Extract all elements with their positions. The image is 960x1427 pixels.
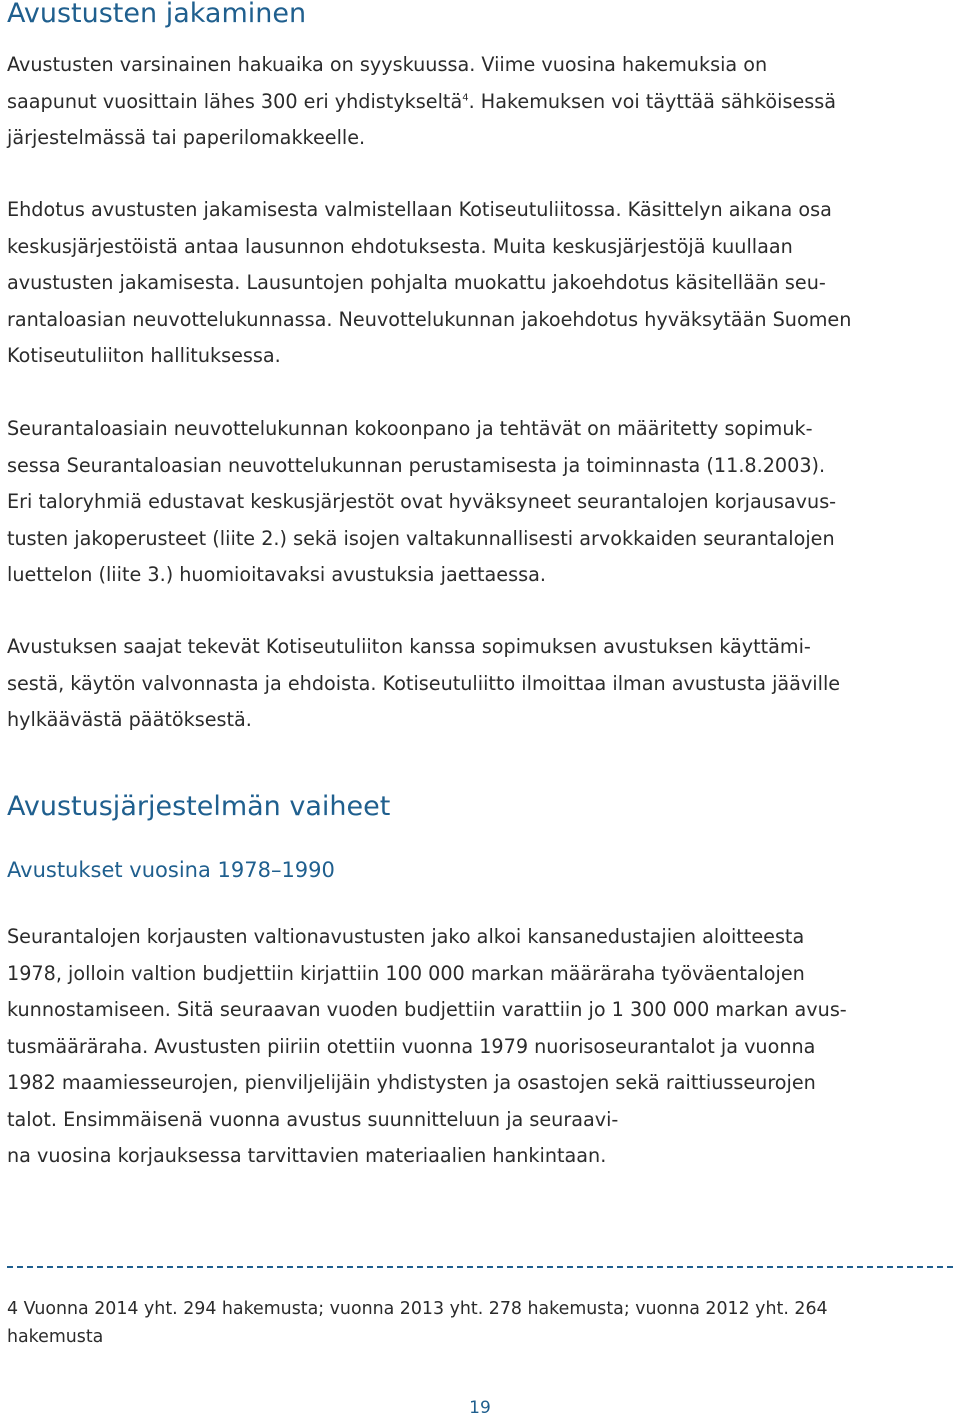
text-line: Kotiseutuliiton hallituksessa. [7, 344, 281, 367]
text-line: sestä, käytön valvonnasta ja ehdoista. Kotiseutuliitto ilmoittaa ilman avustusta jääville [7, 671, 841, 695]
text-line: talot. Ensimmäisenä vuonna avustus suunnitteluun ja seuraavi- [7, 1107, 619, 1131]
subheading-avustukset-1978-1990: Avustukset vuosina 1978–1990 [7, 858, 335, 882]
text-line [7, 84, 953, 121]
text-line: na vuosina korjauksessa tarvittavien materiaalien hankintaan. [7, 1144, 607, 1167]
footnote-divider [7, 1266, 953, 1268]
text-line: Seurantaloasiain neuvottelukunnan kokoonpano ja tehtävät on määritetty sopimuk- [7, 417, 813, 440]
text-line: Ehdotus avustusten jakamisesta valmistellaan Kotiseutuliitossa. Käsittelyn aikana osa [7, 198, 832, 221]
text-line: järjestelmässä tai paperilomakkeelle. [7, 126, 366, 149]
text-line: avustusten jakamisesta. Lausuntojen pohjalta muokattu jakoehdotus käsitellään seu- [7, 271, 826, 294]
text-fragment: saapunut vuosittain lähes 300 eri yhdistykseltä [7, 89, 463, 113]
text-line: Avustuksen saajat tekevät Kotiseutuliiton kanssa sopimuksen avustuksen käyttämi- [7, 635, 811, 658]
text-line: kunnostamiseen. Sitä seuraavan vuoden budjettiin varattiin jo 1 300 000 markan avus- [7, 998, 847, 1021]
paragraph-ehdotus [7, 192, 953, 375]
footnote-text: Vuonna 2014 yht. 294 hakemusta; vuonna 2013 yht. 278 hakemusta; vuonna 2012 yht. 264 [23, 1299, 828, 1319]
text-line: Eri taloryhmiä edustavat keskusjärjestöt ovat hyväksyneet seurantalojen korjausavus- [7, 490, 837, 513]
paragraph-hakuaika [7, 47, 953, 157]
text-line: tusmääräraha. Avustusten piiriin otettiin vuonna 1979 nuorisoseurantalot ja vuonna [7, 1034, 816, 1058]
footnote-number: 4 [7, 1299, 19, 1319]
text-line: 1978, jolloin valtion budjettiin kirjattiin 100 000 markan määräraha työväentalojen [7, 961, 805, 985]
footnote [7, 1295, 953, 1351]
page-number: 19 [469, 1398, 491, 1418]
text-line: sessa Seurantaloasian neuvottelukunnan perustamisesta ja toiminnasta (11.8.2003). [7, 453, 826, 477]
text-line: Seurantalojen korjausten valtionavustusten jako alkoi kansanedustajien aloitteesta [7, 925, 805, 948]
paragraph-sopimus [7, 629, 953, 739]
footnote-line: hakemusta [7, 1327, 104, 1347]
text-line: 1982 maamiesseurojen, pienviljelijäin yhdistysten ja osastojen sekä raittiusseurojen [7, 1071, 816, 1094]
text-line: keskusjärjestöistä antaa lausunnon ehdotuksesta. Muita keskusjärjestöjä kuullaan [7, 234, 793, 258]
text-fragment: . Hakemuksen voi täyttää sähköisessä [468, 89, 837, 113]
footnote-line [7, 1295, 953, 1323]
text-line: luettelon (liite 3.) huomioitavaksi avustuksia jaettaessa. [7, 563, 546, 586]
text-line: rantaloasian neuvottelukunnassa. Neuvottelukunnan jakoehdotus hyväksytään Suomen [7, 307, 852, 331]
text-line: Avustusten varsinainen hakuaika on syyskuussa. Viime vuosina hakemuksia on [7, 53, 768, 76]
paragraph-historia [7, 919, 953, 1175]
section-heading-avustusjarjestelman-vaiheet: Avustusjärjestelmän vaiheet [7, 791, 391, 822]
paragraph-neuvottelukunta [7, 411, 953, 594]
section-heading-avustusten-jakaminen: Avustusten jakaminen [7, 0, 307, 29]
footnote-reference[interactable]: 4 [462, 92, 469, 104]
text-line: tusten jakoperusteet (liite 2.) sekä isojen valtakunnallisesti arvokkaiden seurantalojen [7, 526, 835, 550]
text-line: hylkäävästä päätöksestä. [7, 708, 252, 731]
